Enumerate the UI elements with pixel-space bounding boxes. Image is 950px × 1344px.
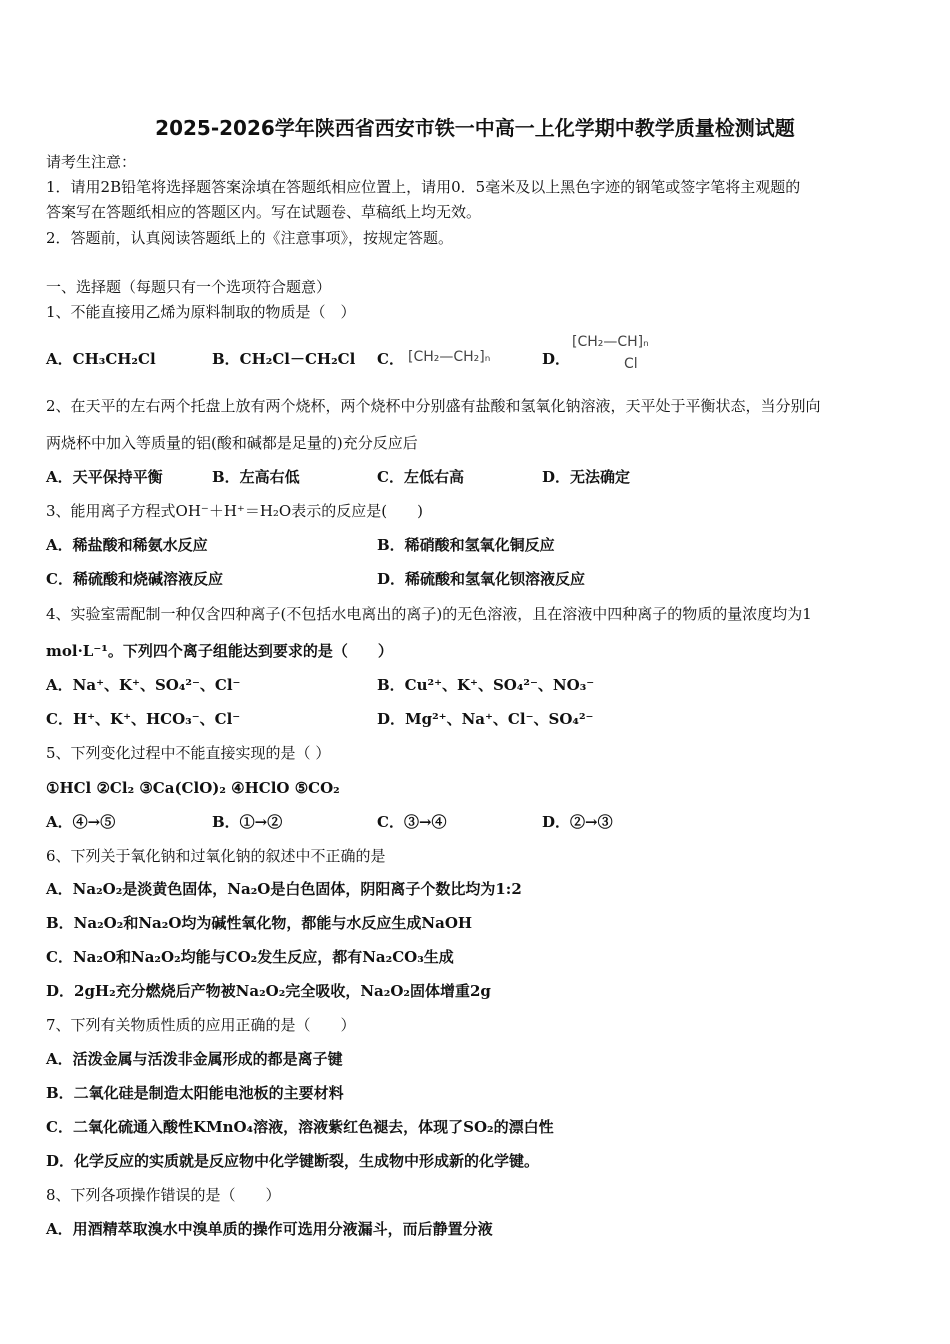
q6-option-c: C．Na₂O和Na₂O₂均能与CO₂发生反应，都有Na₂CO₃生成 xyxy=(46,948,454,966)
page-title: 2025-2026学年陕西省西安市铁一中高一上化学期中教学质量检测试题 xyxy=(155,116,795,140)
q4-option-c: C．H⁺、K⁺、HCO₃⁻、Cl⁻ xyxy=(46,710,241,728)
q2-option-b: B．左高右低 xyxy=(212,468,300,486)
notice-line-1-cont: 答案写在答题纸相应的答题区内。写在试题卷、草稿纸上均无效。 xyxy=(46,203,482,221)
q7-option-c: C．二氧化硫通入酸性KMnO₄溶液，溶液紫红色褪去，体现了SO₂的漂白性 xyxy=(46,1118,554,1136)
q3-option-a: A．稀盐酸和稀氨水反应 xyxy=(46,536,208,554)
q1-option-a: A．CH₃CH₂Cl xyxy=(46,350,156,368)
q5-option-b: B．①→② xyxy=(212,813,283,831)
q6-stem: 6、下列关于氧化钠和过氧化钠的叙述中不正确的是 xyxy=(46,847,386,865)
q2-option-a: A．天平保持平衡 xyxy=(46,468,163,486)
q3-option-d: D．稀硫酸和氢氧化钡溶液反应 xyxy=(377,570,586,588)
q2-option-d: D．无法确定 xyxy=(542,468,631,486)
q1-option-c-formula: [CH₂—CH₂]ₙ xyxy=(408,349,491,365)
q1-option-b: B．CH₂Cl－CH₂Cl xyxy=(212,350,356,368)
q5-option-c: C．③→④ xyxy=(377,813,447,831)
q5-items: ①HCl ②Cl₂ ③Ca(ClO)₂ ④HClO ⑤CO₂ xyxy=(46,779,340,797)
q6-option-b: B．Na₂O₂和Na₂O均为碱性氧化物，都能与水反应生成NaOH xyxy=(46,914,473,932)
q2-option-c: C．左低右高 xyxy=(377,468,464,486)
notice-heading: 请考生注意： xyxy=(46,153,137,171)
q1-stem: 1、不能直接用乙烯为原料制取的物质是（ ） xyxy=(46,303,356,321)
q5-stem: 5、下列变化过程中不能直接实现的是（ ） xyxy=(46,744,331,762)
q4-stem-cont: mol·L⁻¹。下列四个离子组能达到要求的是（ ） xyxy=(46,642,393,660)
q3-option-b: B．稀硝酸和氢氧化铜反应 xyxy=(377,536,555,554)
section-heading: 一、选择题（每题只有一个选项符合题意） xyxy=(46,278,332,296)
q6-option-a: A．Na₂O₂是淡黄色固体，Na₂O是白色固体，阴阳离子个数比均为1:2 xyxy=(46,880,522,898)
q3-option-c: C．稀硫酸和烧碱溶液反应 xyxy=(46,570,223,588)
q7-option-d: D．化学反应的实质就是反应物中化学键断裂，生成物中形成新的化学键。 xyxy=(46,1152,540,1170)
notice-line-2: 2．答题前，认真阅读答题纸上的《注意事项》，按规定答题。 xyxy=(46,229,454,247)
q7-option-b: B．二氧化硅是制造太阳能电池板的主要材料 xyxy=(46,1084,344,1102)
q8-option-a: A．用酒精萃取溴水中溴单质的操作可选用分液漏斗，而后静置分液 xyxy=(46,1220,493,1238)
q4-option-d: D．Mg²⁺、Na⁺、Cl⁻、SO₄²⁻ xyxy=(377,710,594,728)
q6-option-d: D．2gH₂充分燃烧后产物被Na₂O₂完全吸收，Na₂O₂固体增重2g xyxy=(46,982,491,1000)
q2-stem-cont: 两烧杯中加入等质量的铝(酸和碱都是足量的)充分反应后 xyxy=(46,434,418,452)
q4-option-b: B．Cu²⁺、K⁺、SO₄²⁻、NO₃⁻ xyxy=(377,676,595,694)
q2-stem: 2、在天平的左右两个托盘上放有两个烧杯，两个烧杯中分别盛有盐酸和氢氧化钠溶液，天平处于平衡状态，当分别向 xyxy=(46,397,821,415)
q4-stem: 4、实验室需配制一种仅含四种离子(不包括水电离出的离子)的无色溶液，且在溶液中四种离子的物质的量浓度均为1 xyxy=(46,605,812,623)
notice-line-1: 1．请用2B铅笔将选择题答案涂填在答题纸相应位置上，请用0．5毫米及以上黑色字迹的钢笔或签字笔将主观题的 xyxy=(46,178,801,196)
q7-option-a: A．活泼金属与活泼非金属形成的都是离子键 xyxy=(46,1050,343,1068)
q4-option-a: A．Na⁺、K⁺、SO₄²⁻、Cl⁻ xyxy=(46,676,241,694)
q7-stem: 7、下列有关物质性质的应用正确的是（ ） xyxy=(46,1016,356,1034)
q5-option-a: A．④→⑤ xyxy=(46,813,116,831)
q1-option-d: D． xyxy=(542,350,571,368)
q1-option-d-formula: [CH₂—CH]ₙ xyxy=(572,334,649,350)
q3-stem: 3、能用离子方程式OH⁻＋H⁺＝H₂O表示的反应是( ) xyxy=(46,502,423,520)
q1-option-d-substituent: Cl xyxy=(624,356,638,372)
q5-option-d: D．②→③ xyxy=(542,813,613,831)
q1-option-c: C． xyxy=(377,350,404,368)
q8-stem: 8、下列各项操作错误的是（ ） xyxy=(46,1186,281,1204)
